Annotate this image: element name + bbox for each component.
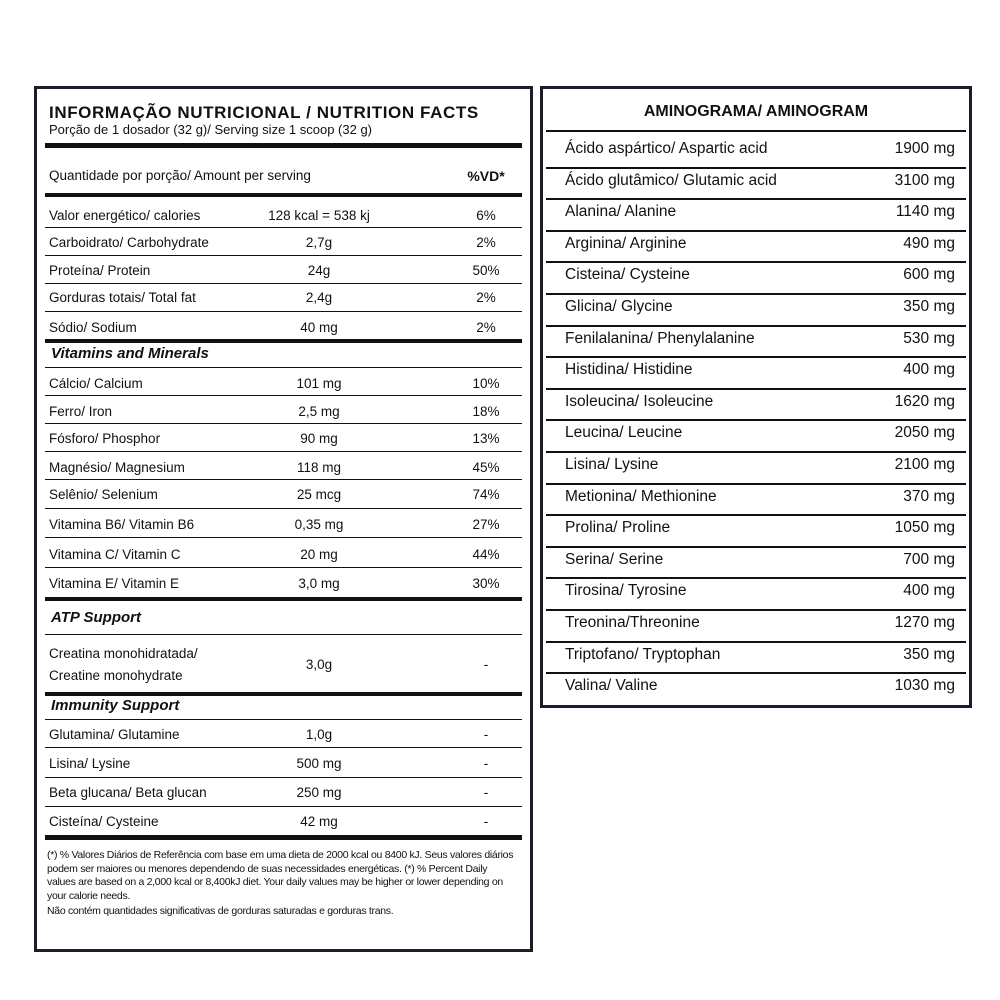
divider xyxy=(45,283,522,284)
nutrient-amount: 2,7g xyxy=(305,235,333,250)
amino-acid-amount: 490 mg xyxy=(903,234,955,252)
nutrient-dv: - xyxy=(483,756,489,771)
nutrient-name: Vitamina C/ Vitamin C xyxy=(49,547,181,562)
nutrition-facts-panel xyxy=(34,86,533,952)
divider xyxy=(45,227,522,228)
divider xyxy=(546,514,966,516)
amino-acid-amount: 1620 mg xyxy=(894,392,955,410)
nutrient-amount: 20 mg xyxy=(300,547,338,562)
divider-thick xyxy=(45,692,522,696)
nutrient-dv: 45% xyxy=(472,460,500,475)
amino-acid-amount: 400 mg xyxy=(903,361,955,379)
divider xyxy=(546,388,966,390)
atp-section-title: ATP Support xyxy=(51,609,141,626)
amino-acid-amount: 1270 mg xyxy=(894,614,955,631)
divider xyxy=(546,609,966,611)
divider xyxy=(546,230,966,232)
amino-acid-name: Serina/ Serine xyxy=(565,550,664,568)
amino-acid-amount: 1030 mg xyxy=(894,677,955,695)
nutrient-dv: 2% xyxy=(476,290,496,305)
divider xyxy=(45,567,522,568)
nutrient-dv: - xyxy=(483,785,489,800)
serving-size: Porção de 1 dosador (32 g)/ Serving size 1 scoop (32 g) xyxy=(49,122,373,137)
divider-thick xyxy=(45,597,522,601)
nutrient-amount: 40 mg xyxy=(300,320,338,335)
divider xyxy=(45,367,522,368)
aminogram-panel xyxy=(540,86,972,708)
amino-acid-name: Histidina/ Histidine xyxy=(565,361,693,379)
divider xyxy=(45,747,522,748)
divider xyxy=(45,634,522,635)
amino-acid-name: Ácido aspártico/ Aspartic acid xyxy=(565,140,768,157)
divider xyxy=(546,130,966,132)
divider xyxy=(546,451,966,453)
divider xyxy=(45,508,522,509)
nutrient-dv: 50% xyxy=(472,263,500,278)
divider xyxy=(45,479,522,480)
amino-acid-name: Alanina/ Alanine xyxy=(565,203,677,221)
nutrient-amount: 3,0g xyxy=(305,657,333,672)
nutrient-amount: 101 mg xyxy=(296,376,342,391)
divider xyxy=(546,198,966,200)
nutrient-amount: 90 mg xyxy=(300,431,338,446)
amino-acid-name: Glicina/ Glycine xyxy=(565,298,673,315)
divider xyxy=(546,293,966,295)
divider xyxy=(45,777,522,778)
divider xyxy=(45,423,522,424)
amino-acid-name: Valina/ Valine xyxy=(565,677,658,695)
amino-acid-amount: 370 mg xyxy=(903,487,955,505)
amino-acid-amount: 700 mg xyxy=(903,550,955,568)
divider xyxy=(45,311,522,312)
divider xyxy=(45,255,522,256)
nutrient-amount: 24g xyxy=(307,263,331,278)
divider xyxy=(45,395,522,396)
divider xyxy=(546,672,966,674)
divider xyxy=(45,537,522,538)
amino-acid-name: Fenilalanina/ Phenylalanine xyxy=(565,329,755,347)
nutrient-name: Carboidrato/ Carbohydrate xyxy=(49,235,209,250)
nutrient-row xyxy=(49,646,518,690)
nutrient-name: Magnésio/ Magnesium xyxy=(49,460,185,475)
amino-acid-name: Treonina/Threonine xyxy=(565,614,700,631)
amino-acid-name: Ácido glutâmico/ Glutamic acid xyxy=(565,171,777,189)
nutrient-amount: 250 mg xyxy=(296,785,342,800)
nutrient-amount: 42 mg xyxy=(300,814,338,829)
amino-acid-name: Leucina/ Leucine xyxy=(565,424,683,442)
nutrient-amount: 0,35 mg xyxy=(294,517,344,532)
nutrient-dv: - xyxy=(483,727,489,742)
amino-acid-name: Cisteina/ Cysteine xyxy=(565,266,690,284)
divider xyxy=(546,167,966,169)
divider-thick xyxy=(45,835,522,840)
nutrition-title: INFORMAÇÃO NUTRICIONAL / NUTRITION FACTS xyxy=(49,103,479,122)
nutrient-name: Selênio/ Selenium xyxy=(49,487,158,502)
nutrient-name: Fósforo/ Phosphor xyxy=(49,431,161,446)
nutrient-name: Cisteína/ Cysteine xyxy=(49,814,159,829)
aminogram-title: AMINOGRAMA/ AMINOGRAM xyxy=(643,103,869,120)
nutrient-name: Sódio/ Sodium xyxy=(49,320,137,335)
nutrient-name: Vitamina E/ Vitamin E xyxy=(49,576,180,591)
nutrient-name: Ferro/ Iron xyxy=(49,404,113,419)
amino-acid-name: Tirosina/ Tyrosine xyxy=(565,582,687,600)
nutrient-dv: 44% xyxy=(472,547,500,562)
footnote-daily-values: (*) % Valores Diários de Referência com base em uma dieta de 2000 kcal ou 8400 kJ. Seus valores diários podem ser maiores ou menores dependendo de suas necessidades energéticas. (*) % Percent Daily values are based on a 2,000 kcal or 8,400kJ diet. Your daily values may be higher or lower depending on your calorie needs. xyxy=(47,849,514,902)
nutrient-name: Proteína/ Protein xyxy=(49,263,151,278)
divider xyxy=(546,325,966,327)
dv-header: %VD* xyxy=(467,168,505,184)
divider xyxy=(45,451,522,452)
amino-acid-amount: 2050 mg xyxy=(894,424,955,442)
amino-acid-amount: 600 mg xyxy=(903,266,955,284)
nutrient-dv: 2% xyxy=(476,320,496,335)
nutrient-amount: 118 mg xyxy=(296,460,342,475)
footnote-trans-fat: Não contém quantidades significativas de gorduras saturadas e gorduras trans. xyxy=(47,905,394,917)
amino-acid-amount: 1900 mg xyxy=(894,140,955,157)
nutrient-dv: 27% xyxy=(472,517,500,532)
amino-acid-name: Isoleucina/ Isoleucine xyxy=(565,392,714,410)
divider xyxy=(546,641,966,643)
nutrient-amount: 1,0g xyxy=(305,727,333,742)
amino-acid-name: Lisina/ Lysine xyxy=(565,456,659,473)
immunity-section-title: Immunity Support xyxy=(51,697,180,714)
divider xyxy=(546,546,966,548)
nutrient-name: Beta glucana/ Beta glucan xyxy=(49,785,207,800)
nutrient-dv: 30% xyxy=(472,576,500,591)
divider xyxy=(546,483,966,485)
amino-acid-amount: 350 mg xyxy=(903,298,955,315)
amino-acid-amount: 1140 mg xyxy=(895,203,955,221)
amino-acid-amount: 2100 mg xyxy=(894,456,955,473)
nutrient-name: Lisina/ Lysine xyxy=(49,756,131,771)
nutrient-amount: 2,4g xyxy=(305,290,333,305)
nutrient-name: Cálcio/ Calcium xyxy=(49,376,143,391)
amino-acid-amount: 1050 mg xyxy=(894,519,955,537)
amino-acid-amount: 400 mg xyxy=(903,582,955,600)
nutrient-dv: 2% xyxy=(476,235,496,250)
divider xyxy=(546,261,966,263)
nutrient-dv: 13% xyxy=(472,431,500,446)
nutrient-name: Creatina monohidratada/ xyxy=(49,646,198,661)
nutrient-dv: 6% xyxy=(476,208,496,223)
divider-thick xyxy=(45,143,522,148)
divider xyxy=(546,356,966,358)
nutrient-dv: 10% xyxy=(472,376,500,391)
amino-acid-name: Triptofano/ Tryptophan xyxy=(565,645,721,663)
nutrient-name: Glutamina/ Glutamine xyxy=(49,727,180,742)
divider xyxy=(45,719,522,720)
nutrient-dv: - xyxy=(483,657,489,672)
nutrient-name-line2: Creatine monohydrate xyxy=(49,668,183,683)
amino-acid-name: Arginina/ Arginine xyxy=(565,234,687,252)
nutrient-amount: 3,0 mg xyxy=(298,576,340,591)
nutrient-amount: 500 mg xyxy=(296,756,342,771)
nutrient-dv: - xyxy=(483,814,489,829)
divider-thick xyxy=(45,193,522,197)
amino-acid-name: Metionina/ Methionine xyxy=(565,487,717,505)
amino-acid-amount: 350 mg xyxy=(903,645,955,663)
nutrient-name: Valor energético/ calories xyxy=(49,208,201,223)
nutrient-dv: 74% xyxy=(472,487,500,502)
nutrient-dv: 18% xyxy=(472,404,500,419)
nutrient-name: Gorduras totais/ Total fat xyxy=(49,290,196,305)
nutrient-name: Vitamina B6/ Vitamin B6 xyxy=(49,517,195,532)
divider-thick xyxy=(45,339,522,343)
nutrient-amount: 128 kcal = 538 kj xyxy=(268,208,370,223)
nutrient-amount: 25 mcg xyxy=(296,487,342,502)
footnote xyxy=(47,849,518,919)
vitamins-section-title: Vitamins and Minerals xyxy=(51,345,209,362)
divider xyxy=(546,419,966,421)
nutrient-amount: 2,5 mg xyxy=(298,404,340,419)
amino-acid-amount: 3100 mg xyxy=(894,171,955,189)
amino-acid-amount: 530 mg xyxy=(903,329,955,347)
amino-acid-name: Prolina/ Proline xyxy=(565,519,671,537)
amount-per-serving-header xyxy=(49,168,518,183)
amount-header: Quantidade por porção/ Amount per serving xyxy=(49,168,311,183)
divider xyxy=(45,806,522,807)
divider xyxy=(546,577,966,579)
